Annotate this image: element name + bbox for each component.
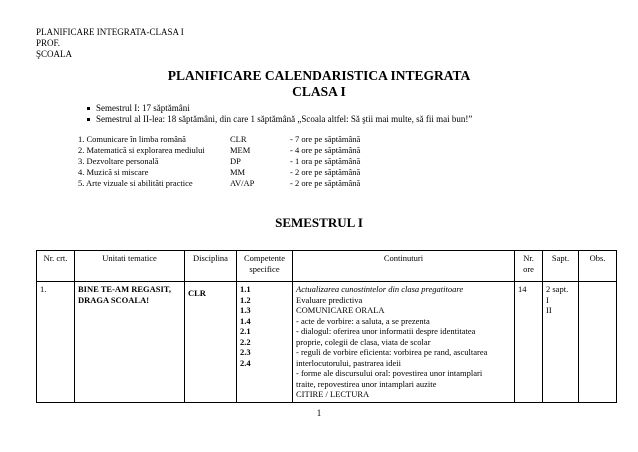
subject-hours-item: - 2 ore pe săptămână [290, 178, 361, 188]
competenta: 1.3 [240, 305, 251, 315]
subject-hours-item: - 4 ore pe săptămână [290, 145, 361, 155]
subject-name: 4. Muzică si miscare [78, 167, 149, 177]
subject-names [78, 134, 205, 189]
competenta: 1.1 [240, 284, 251, 294]
col-disciplina: Disciplina [185, 251, 237, 282]
planning-table [36, 250, 617, 403]
header-line-3: ŞCOALA [36, 49, 73, 59]
sapt-line: II [546, 305, 552, 315]
continut-line: Evaluare predictiva [296, 294, 363, 305]
subject-hours-item: - 1 ora pe săptămână [290, 156, 361, 166]
subject-name: 3. Dezvoltare personală [78, 156, 159, 166]
subject-code: AV/AP [230, 178, 255, 188]
col-continuturi: Continuturi [293, 251, 515, 282]
row-obs [579, 282, 617, 403]
competenta: 2.4 [240, 357, 251, 368]
row-competente [237, 282, 293, 403]
subject-hours-item: - 7 ore pe săptămână [290, 134, 361, 144]
subject-code: MM [230, 167, 246, 177]
continut-line: - reguli de vorbire eficienta: vorbirea pe rand, ascultarea [296, 347, 488, 357]
subject-codes [230, 134, 254, 189]
page-title: PLANIFICARE CALENDARISTICA INTEGRATA [167, 68, 471, 83]
continut-line: traite, repovestirea unor intamplari auzite [296, 378, 437, 389]
subject-code: MEM [230, 145, 251, 155]
continut-line: - forme ale discursului oral: povestirea unor intamplari [296, 368, 483, 378]
col-obs: Obs. [579, 251, 617, 282]
col-nr-crt: Nr. crt. [37, 251, 75, 282]
row-unitate: BINE TE-AM REGASIT, DRAGA SCOALA! [75, 282, 185, 403]
row-sapt [543, 282, 579, 403]
row-nr: 1. [37, 282, 75, 403]
table-row [37, 282, 617, 403]
continut-line: CITIRE / LECTURA [296, 389, 370, 399]
subject-code: DP [230, 156, 241, 166]
continut-line: - acte de vorbire: a saluta, a se prezenta [296, 315, 430, 326]
header-line-2: PROF. [36, 38, 61, 48]
competenta: 2.2 [240, 336, 251, 347]
subject-name: 2. Matematică si explorarea mediului [78, 145, 205, 155]
subject-name: 5. Arte vizuale si abilităti practice [78, 178, 193, 188]
continut-line: COMUNICARE ORALA [296, 305, 385, 315]
bullet-item: Semestrul al II-lea: 18 săptămâni, din care 1 săptămână „Scoala altfel: Să ştii mai multe, să fii mai bun!” [84, 114, 472, 125]
col-nr-ore: Nr. ore [515, 251, 543, 282]
competenta: 1.4 [240, 315, 251, 326]
row-continuturi [293, 282, 515, 403]
subject-hours-item: - 2 ore pe săptămână [290, 167, 361, 177]
semester-title: SEMESTRUL I [275, 215, 363, 230]
continut-line: proprie, colegii de clasa, viata de scolar [296, 336, 431, 347]
sapt-line: 2 sapt. [546, 284, 569, 294]
sapt-line: I [546, 294, 549, 305]
row-disciplina: CLR [185, 282, 237, 403]
subject-name: 1. Comunicare în limba română [78, 134, 186, 144]
page-number: 1 [316, 408, 322, 418]
continut-line: interlocutorului, pastrarea ideii [296, 357, 402, 368]
competenta: 2.3 [240, 347, 251, 357]
continut-line: - dialogul: oferirea unor informatii despre identitatea [296, 326, 476, 336]
row-nr-ore: 14 [515, 282, 543, 403]
bullet-item: Semestrul I: 17 săptămâni [84, 103, 472, 114]
header-line-1: PLANIFICARE INTEGRATA-CLASA I [36, 27, 184, 37]
col-unitati: Unitati tematice [75, 251, 185, 282]
continut-title: Actualizarea cunostintelor din clasa pregatitoare [296, 284, 464, 294]
subject-hours [290, 134, 360, 189]
col-competente: Competente specifice [237, 251, 293, 282]
page-subtitle: CLASA I [292, 84, 346, 99]
competenta: 1.2 [240, 294, 251, 305]
competenta: 2.1 [240, 326, 251, 336]
col-sapt: Sapt. [543, 251, 579, 282]
table-header-row [37, 251, 617, 282]
semester-bullets [84, 103, 472, 125]
subject-code: CLR [230, 134, 247, 144]
